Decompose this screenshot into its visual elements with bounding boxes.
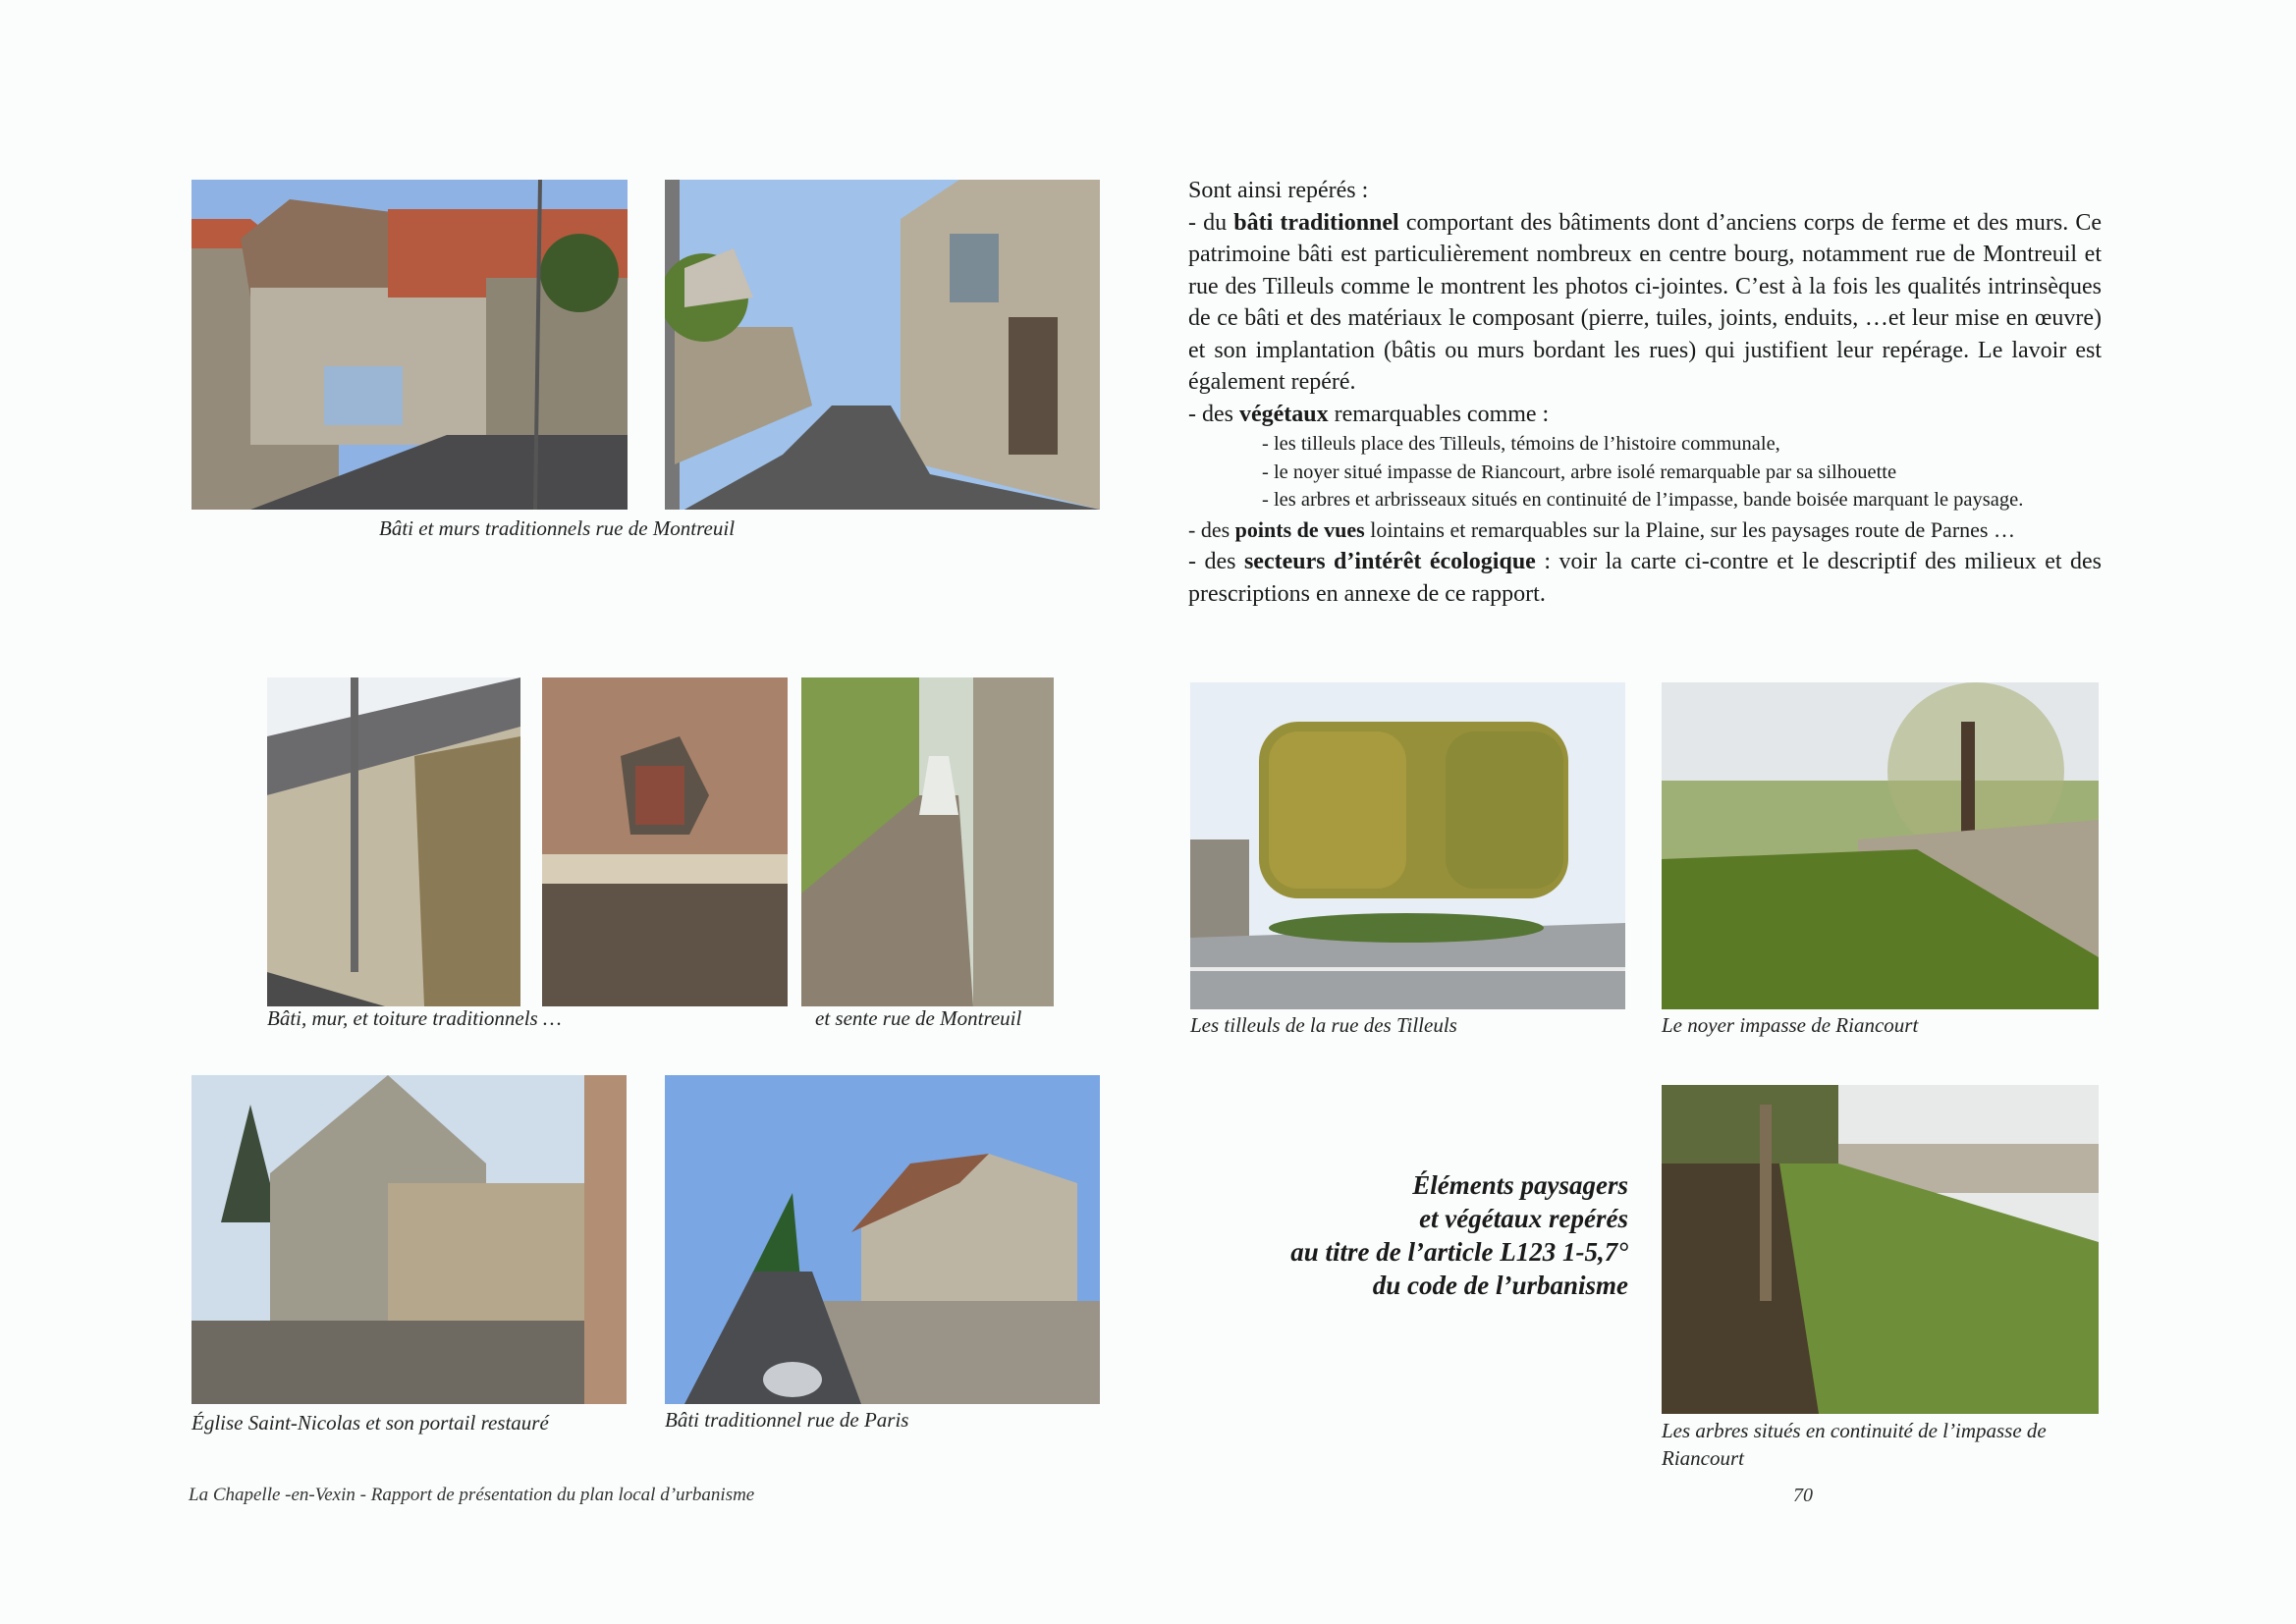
photo-mur-traditionnel [267,677,520,1006]
list-item: - le noyer situé impasse de Riancourt, arbre isolé remarquable par sa silhouette [1262,460,1897,483]
section-heading: Éléments paysagers et végétaux repérés au titre de l’article L123 1-5,7° du code de l’urbanisme [1290,1170,1628,1300]
photo-rue-montreuil-1 [191,180,628,510]
points-vues-bold: points de vues [1234,516,1365,542]
caption-tilleuls: Les tilleuls de la rue des Tilleuls [1190,1013,1457,1037]
page-number: 70 [1793,1485,1813,1506]
photo-rue-paris [665,1075,1100,1404]
bati-bold: bâti traditionnel [1233,209,1399,236]
caption-noyer: Le noyer impasse de Riancourt [1662,1013,1919,1037]
caption-rue-montreuil: Bâti et murs traditionnels rue de Montreuil [379,516,736,540]
photo-arbres-riancourt [1662,1085,2099,1414]
photo-noyer [1662,682,2099,1009]
caption-eglise: Église Saint-Nicolas et son portail restauré [191,1411,549,1435]
caption-rue-paris: Bâti traditionnel rue de Paris [665,1408,909,1432]
photo-rue-montreuil-2 [665,180,1100,510]
vegetaux-paragraph: - des végétaux remarquables comme : [1188,401,1550,427]
vegetaux-bold: végétaux [1238,401,1329,427]
photo-sente [801,677,1054,1006]
caption-bati-mur: Bâti, mur, et toiture traditionnels … [267,1006,562,1030]
body-text [1188,175,2102,610]
secteurs-paragraph: - des secteurs d’intérêt écologique : voir la carte ci-contre et le descriptif des milieux et des prescriptions en annexe de ce rapport. [1188,549,2103,607]
photo-tilleuls [1190,682,1625,1009]
caption-sente: et sente rue de Montreuil [815,1006,1022,1030]
list-item: - les tilleuls place des Tilleuls, témoins de l’histoire communale, [1262,433,1780,455]
intro-line: Sont ainsi repérés : [1188,178,1369,203]
list-item: - les arbres et arbrisseaux situés en continuité de l’impasse, bande boisée marquant le paysage. [1262,489,2024,511]
photo-toiture [542,677,788,1006]
bati-paragraph: - du bâti traditionnel comportant des bâtiments dont d’anciens corps de ferme et des murs. Ce patrimoine bâti est particulièrement nombreux en centre bourg, notamment rue de Montreuil et rue des Tilleuls comme le montrent les photos ci-jointes. C’est à la fois les qualités intrinsèques de ce bâti et des matériaux le composant (pierre, tuiles, joints, enduits, …et leur mise en œuvre) et son implantation (bâtis ou murs bordant les rues) qui justifient leur repérage. Le lavoir est également repéré. [1188,209,2102,395]
footer-title: La Chapelle -en-Vexin - Rapport de présentation du plan local d’urbanisme [189,1485,755,1505]
secteurs-bold: secteurs d’intérêt écologique [1243,549,1536,574]
photo-eglise [191,1075,627,1404]
vegetaux-list [1188,430,2102,514]
caption-arbres-line1: Les arbres situés en continuité de l’impasse de [1662,1419,2047,1442]
caption-arbres-line2: Riancourt [1662,1446,1744,1470]
points-vues-paragraph: - des points de vues lointains et remarquables sur la Plaine, sur les paysages route de Parnes … [1188,516,2015,542]
